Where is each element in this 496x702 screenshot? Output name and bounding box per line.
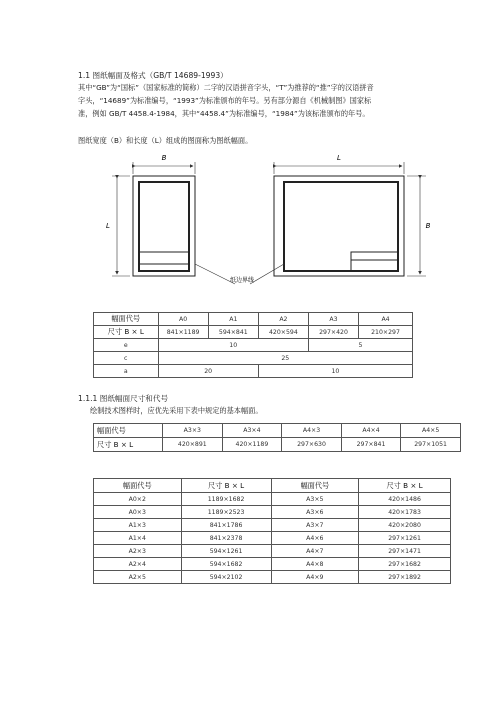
table-header-cell: A3×3 <box>163 424 223 438</box>
dim-label-length: L <box>337 154 341 162</box>
table-header-cell: A4×5 <box>401 424 461 438</box>
table-cell: 尺寸 B × L <box>94 326 159 339</box>
table-row <box>94 506 451 519</box>
table-cell: 10 <box>158 339 308 352</box>
table-cell: A4×8 <box>271 558 359 571</box>
paragraph-line: 其中“GB”为“国标”（国家标准的简称）二字的汉语拼音字头，“T”为推荐的“推”字的汉语拼音 <box>78 83 374 92</box>
table-row <box>94 493 451 506</box>
table-cell: 1189×1682 <box>181 493 271 506</box>
table-cell: a <box>94 365 159 378</box>
table-row <box>94 519 451 532</box>
table-cell: A3×6 <box>271 506 359 519</box>
paragraph-line: 准，例如 GB/T 4458.4-1984，其中“4458.4”为标准编号，“1984”为该标准颁布的年号。 <box>78 109 370 118</box>
table-cell: 841×2378 <box>181 532 271 545</box>
table-row <box>94 532 451 545</box>
table-cell: 1189×2523 <box>181 506 271 519</box>
section-description: 绘制技术图样时，应优先采用下表中规定的基本幅面。 <box>90 406 263 415</box>
landscape-sheet <box>274 162 426 276</box>
table-cell: A4×6 <box>271 532 359 545</box>
table-cell: e <box>94 339 159 352</box>
sheet-format-figure <box>90 148 440 288</box>
table-cell: 297×1892 <box>359 571 451 584</box>
section-heading: 1.1.1 图纸幅面尺寸和代号 <box>78 394 169 403</box>
table-header-cell: A0 <box>158 313 208 326</box>
table-row <box>94 558 451 571</box>
table-cell: 210×297 <box>359 326 413 339</box>
table-cell: c <box>94 352 159 365</box>
table-header-cell: A4×3 <box>282 424 342 438</box>
table-header-cell: A4×4 <box>341 424 401 438</box>
table-cell: A4×9 <box>271 571 359 584</box>
portrait-sheet <box>112 162 195 276</box>
table-header-cell: 幅面代号 <box>94 424 163 438</box>
table-cell: 420×594 <box>258 326 308 339</box>
table-header-cell: 尺寸 B × L <box>359 479 451 493</box>
table-cell: 10 <box>258 365 412 378</box>
table-cell: A2×4 <box>94 558 182 571</box>
section-heading: 1.1 图纸幅面及格式（GB/T 14689-1993） <box>78 71 228 80</box>
table-cell: A3×5 <box>271 493 359 506</box>
paragraph-line: 字头，“14689”为标准编号，“1993”为标准颁布的年号。另有部分源自《机械制图》国家标 <box>78 96 372 105</box>
table-cell: 594×2102 <box>181 571 271 584</box>
table-cell: A4×7 <box>271 545 359 558</box>
table-cell: A2×3 <box>94 545 182 558</box>
table-header-cell: 幅面代号 <box>94 479 182 493</box>
table-header-cell: A4 <box>359 313 413 326</box>
figure-caption: 图纸宽度（B）和长度（L）组成的图面称为图纸幅面。 <box>78 136 253 145</box>
dim-label-length: L <box>106 222 110 230</box>
basic-size-table <box>93 312 413 378</box>
fold-label: 纸边界线 <box>229 277 255 284</box>
table-row <box>94 545 451 558</box>
table-cell: A0×3 <box>94 506 182 519</box>
table-cell: A1×4 <box>94 532 182 545</box>
table-cell: 594×1261 <box>181 545 271 558</box>
table-cell: 841×1189 <box>158 326 208 339</box>
table-cell: 20 <box>158 365 258 378</box>
dim-label-width: B <box>161 154 167 162</box>
table-cell: 尺寸 B × L <box>94 438 163 452</box>
extended-size-table <box>93 423 461 452</box>
table-cell: 420×1783 <box>359 506 451 519</box>
table-cell: A0×2 <box>94 493 182 506</box>
table-header-cell: 幅面代号 <box>94 313 159 326</box>
table-cell: 297×420 <box>308 326 358 339</box>
table-cell: A3×7 <box>271 519 359 532</box>
table-cell: 25 <box>158 352 413 365</box>
table-cell: 297×1471 <box>359 545 451 558</box>
table-cell: 297×1682 <box>359 558 451 571</box>
table-header-cell: A1 <box>208 313 258 326</box>
leader-line <box>250 264 284 284</box>
table-header-cell: 尺寸 B × L <box>181 479 271 493</box>
table-cell: 594×841 <box>208 326 258 339</box>
table-cell: 297×1051 <box>401 438 461 452</box>
table-cell: A1×3 <box>94 519 182 532</box>
table-cell: 420×1486 <box>359 493 451 506</box>
table-row <box>94 571 451 584</box>
table-header-cell: 幅面代号 <box>271 479 359 493</box>
table-cell: 420×1189 <box>222 438 282 452</box>
table-cell: 297×841 <box>341 438 401 452</box>
table-cell: 420×2080 <box>359 519 451 532</box>
table-cell: 420×891 <box>163 438 223 452</box>
table-cell: 5 <box>308 339 412 352</box>
table-cell: A2×5 <box>94 571 182 584</box>
table-cell: 594×1682 <box>181 558 271 571</box>
table-header-cell: A3×4 <box>222 424 282 438</box>
table-header-cell: A2 <box>258 313 308 326</box>
dim-label-width: B <box>425 222 431 230</box>
table-cell: 841×1786 <box>181 519 271 532</box>
table-header-cell: A3 <box>308 313 358 326</box>
additional-size-table <box>93 478 451 584</box>
table-cell: 297×630 <box>282 438 342 452</box>
table-cell: 297×1261 <box>359 532 451 545</box>
